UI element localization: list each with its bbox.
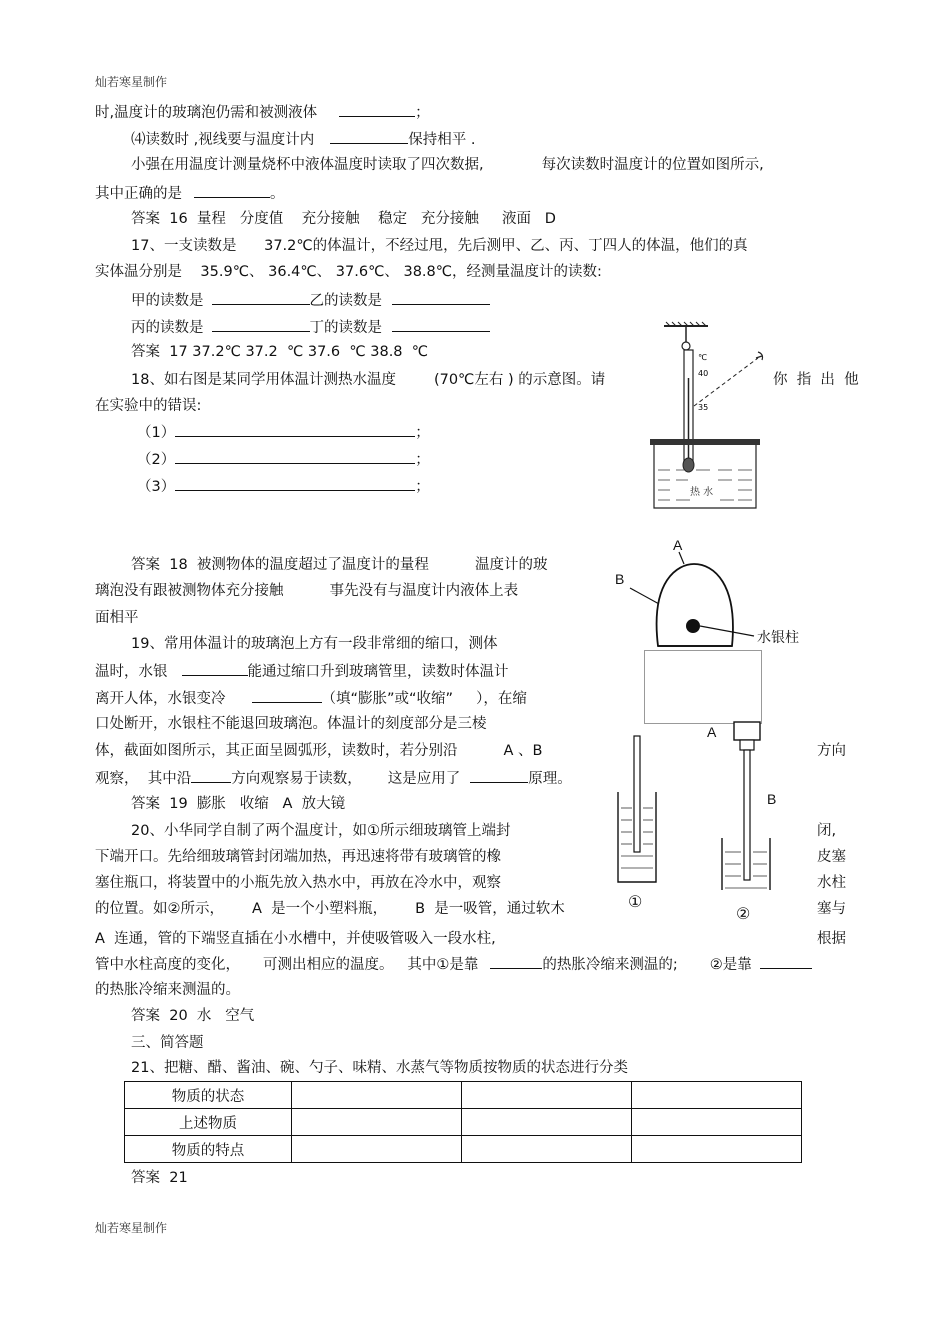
answer-blank[interactable] xyxy=(490,953,542,969)
q18-line2: 在实验中的错误: xyxy=(95,398,202,414)
q19-line3: 离开人体，水银变冷 （填“膨胀”或“收缩” ），在缩 xyxy=(95,687,527,709)
answer-blank[interactable] xyxy=(212,289,310,305)
q18-line1: 18、如右图是某同学用体温计测热水温度 (70℃左右 ) 的示意图。请 xyxy=(131,372,606,388)
homemade-thermometers-figure xyxy=(610,720,780,890)
row-header: 上述物质 xyxy=(125,1109,292,1136)
q20-line1-end: 闭, xyxy=(817,823,837,839)
answer-blank[interactable] xyxy=(470,767,528,783)
row-header: 物质的特点 xyxy=(125,1136,292,1163)
fig20-label-a: A xyxy=(707,724,717,740)
fig20-label-two: ② xyxy=(736,906,751,923)
answer-blank[interactable] xyxy=(175,448,415,464)
answer-blank[interactable] xyxy=(339,101,415,117)
answer-blank[interactable] xyxy=(760,953,812,969)
q16-line3: 小强在用温度计测量烧杯中液体温度时读取了四次数据, 每次读数时温度计的位置如图所示, xyxy=(131,157,764,173)
q17-bing-ding: 丙的读数是 丁的读数是 xyxy=(131,316,490,338)
answer-blank[interactable] xyxy=(252,687,322,703)
q17-answer: 答案 17 37.2℃ 37.2 ℃ 37.6 ℃ 38.8 ℃ xyxy=(131,344,429,360)
q20-line7: 的热胀冷缩来测温的。 xyxy=(95,982,240,998)
q18-item-3: （3） ； xyxy=(137,475,430,497)
answer-blank[interactable] xyxy=(392,289,490,305)
page-header: 灿若寒星制作 xyxy=(95,75,168,89)
q21-answer: 答案 21 xyxy=(131,1170,188,1186)
image-placeholder-box xyxy=(644,650,762,724)
hot-water-label: 热 水 xyxy=(690,487,714,498)
thermometer-cross-section-figure xyxy=(620,540,770,652)
q19-line4: 口处断开，水银柱不能退回玻璃泡。体温计的刻度部分是三棱 xyxy=(95,716,487,732)
answer-blank[interactable] xyxy=(330,128,408,144)
answer-blank[interactable] xyxy=(212,316,310,332)
q18-answer-1: 答案 18 被测物体的温度超过了温度计的量程 温度计的玻 xyxy=(131,557,548,573)
q20-line3: 塞住瓶口，将装置中的小瓶先放入热水中，再放在冷水中，观察 xyxy=(95,875,501,891)
classification-table xyxy=(124,1081,802,1163)
table-row xyxy=(125,1082,802,1109)
q16-line2: ⑷读数时 ,视线要与温度计内 保持相平 . xyxy=(131,128,475,150)
q18-item-2: （2） ； xyxy=(137,448,430,470)
table-row xyxy=(125,1136,802,1163)
thermometer-hot-water-figure xyxy=(640,318,770,513)
q17-line2: 实体温分别是 35.9℃、 36.4℃、 37.6℃、 38.8℃，经测量温度计的读数: xyxy=(95,264,602,280)
table-cell[interactable] xyxy=(632,1109,802,1136)
fig-label-a: A xyxy=(673,537,683,553)
q18-line1-end: 你 指 出 他 xyxy=(773,372,859,388)
q19-line2: 温时，水银 能通过缩口升到玻璃管里，读数时体温计 xyxy=(95,660,509,682)
table-row xyxy=(125,1109,802,1136)
q18-answer-3: 面相平 xyxy=(95,610,139,626)
q20-line4: 的位置。如②所示， A 是一个小塑料瓶， B 是一吸管，通过软木 xyxy=(95,901,565,917)
q20-line2: 下端开口。先给细玻璃管封闭端加热，再迅速将带有玻璃管的橡 xyxy=(95,849,501,865)
q20-answer: 答案 20 水 空气 xyxy=(131,1008,255,1024)
scale-35: 35 xyxy=(698,403,709,412)
answer-blank[interactable] xyxy=(191,767,231,783)
q18-item-1: （1） ； xyxy=(137,421,430,443)
q20-line5-end: 根据 xyxy=(817,931,846,947)
answer-blank[interactable] xyxy=(175,475,415,491)
table-cell[interactable] xyxy=(292,1082,462,1109)
fig20-label-one: ① xyxy=(628,894,643,911)
q20-line3-end: 水柱 xyxy=(817,875,846,891)
page-footer: 灿若寒星制作 xyxy=(95,1221,168,1235)
q16-answer: 答案 16 量程 分度值 充分接触 稳定 充分接触 液面 D xyxy=(131,211,556,227)
q20-line6: 管中水柱高度的变化， 可测出相应的温度。 其中①是靠 的热胀冷缩来测温的; ②是靠 xyxy=(95,953,812,975)
mercury-column xyxy=(686,619,700,633)
q16-line4: 其中正确的是 。 xyxy=(95,182,285,204)
q19-line5: 体，截面如图所示，其正面呈圆弧形，读数时，若分别沿 A 、B xyxy=(95,743,543,759)
table-cell[interactable] xyxy=(462,1109,632,1136)
answer-blank[interactable] xyxy=(392,316,490,332)
section-title: 三、简答题 xyxy=(131,1035,204,1051)
unit-mark: ℃ xyxy=(698,353,707,362)
table-cell[interactable] xyxy=(632,1082,802,1109)
q20-line2-end: 皮塞 xyxy=(817,849,846,865)
answer-blank[interactable] xyxy=(175,421,415,437)
answer-blank[interactable] xyxy=(182,660,248,676)
table-cell[interactable] xyxy=(462,1136,632,1163)
row-header: 物质的状态 xyxy=(125,1082,292,1109)
q21-line: 21、把糖、醋、酱油、碗、勺子、味精、水蒸气等物质按物质的状态进行分类 xyxy=(131,1060,628,1076)
table-cell[interactable] xyxy=(292,1109,462,1136)
table-cell[interactable] xyxy=(632,1136,802,1163)
q19-line1: 19、常用体温计的玻璃泡上方有一段非常细的缩口，测体 xyxy=(131,636,498,652)
fig-label-b: B xyxy=(615,571,625,587)
q20-line5: A 连通，管的下端竖直插在小水槽中，并使吸管吸入一段水柱, xyxy=(95,931,496,947)
fig-label-mercury: 水银柱 xyxy=(757,629,799,645)
table-cell[interactable] xyxy=(292,1136,462,1163)
q18-answer-2: 璃泡没有跟被测物体充分接触 事先没有与温度计内液体上表 xyxy=(95,583,519,599)
q19-answer: 答案 19 膨胀 收缩 A 放大镜 xyxy=(131,796,346,812)
q20-line4-end: 塞与 xyxy=(817,901,846,917)
q19-line5-end: 方向 xyxy=(817,743,846,759)
table-cell[interactable] xyxy=(462,1082,632,1109)
q20-line1: 20、小华同学自制了两个温度计，如①所示细玻璃管上端封 xyxy=(131,823,511,839)
q17-line1: 17、一支读数是 37.2℃的体温计，不经过甩，先后测甲、乙、丙、丁四人的体温，他们的真 xyxy=(131,238,748,254)
scale-40: 40 xyxy=(698,369,709,378)
fig20-label-b: B xyxy=(767,791,777,807)
q16-line1: 时,温度计的玻璃泡仍需和被测液体 ； xyxy=(95,101,430,123)
q19-line6: 观察， 其中沿 方向观察易于读数， 这是应用了 原理。 xyxy=(95,767,572,789)
answer-blank[interactable] xyxy=(194,182,270,198)
q17-jia-yi: 甲的读数是 乙的读数是 xyxy=(131,289,490,311)
